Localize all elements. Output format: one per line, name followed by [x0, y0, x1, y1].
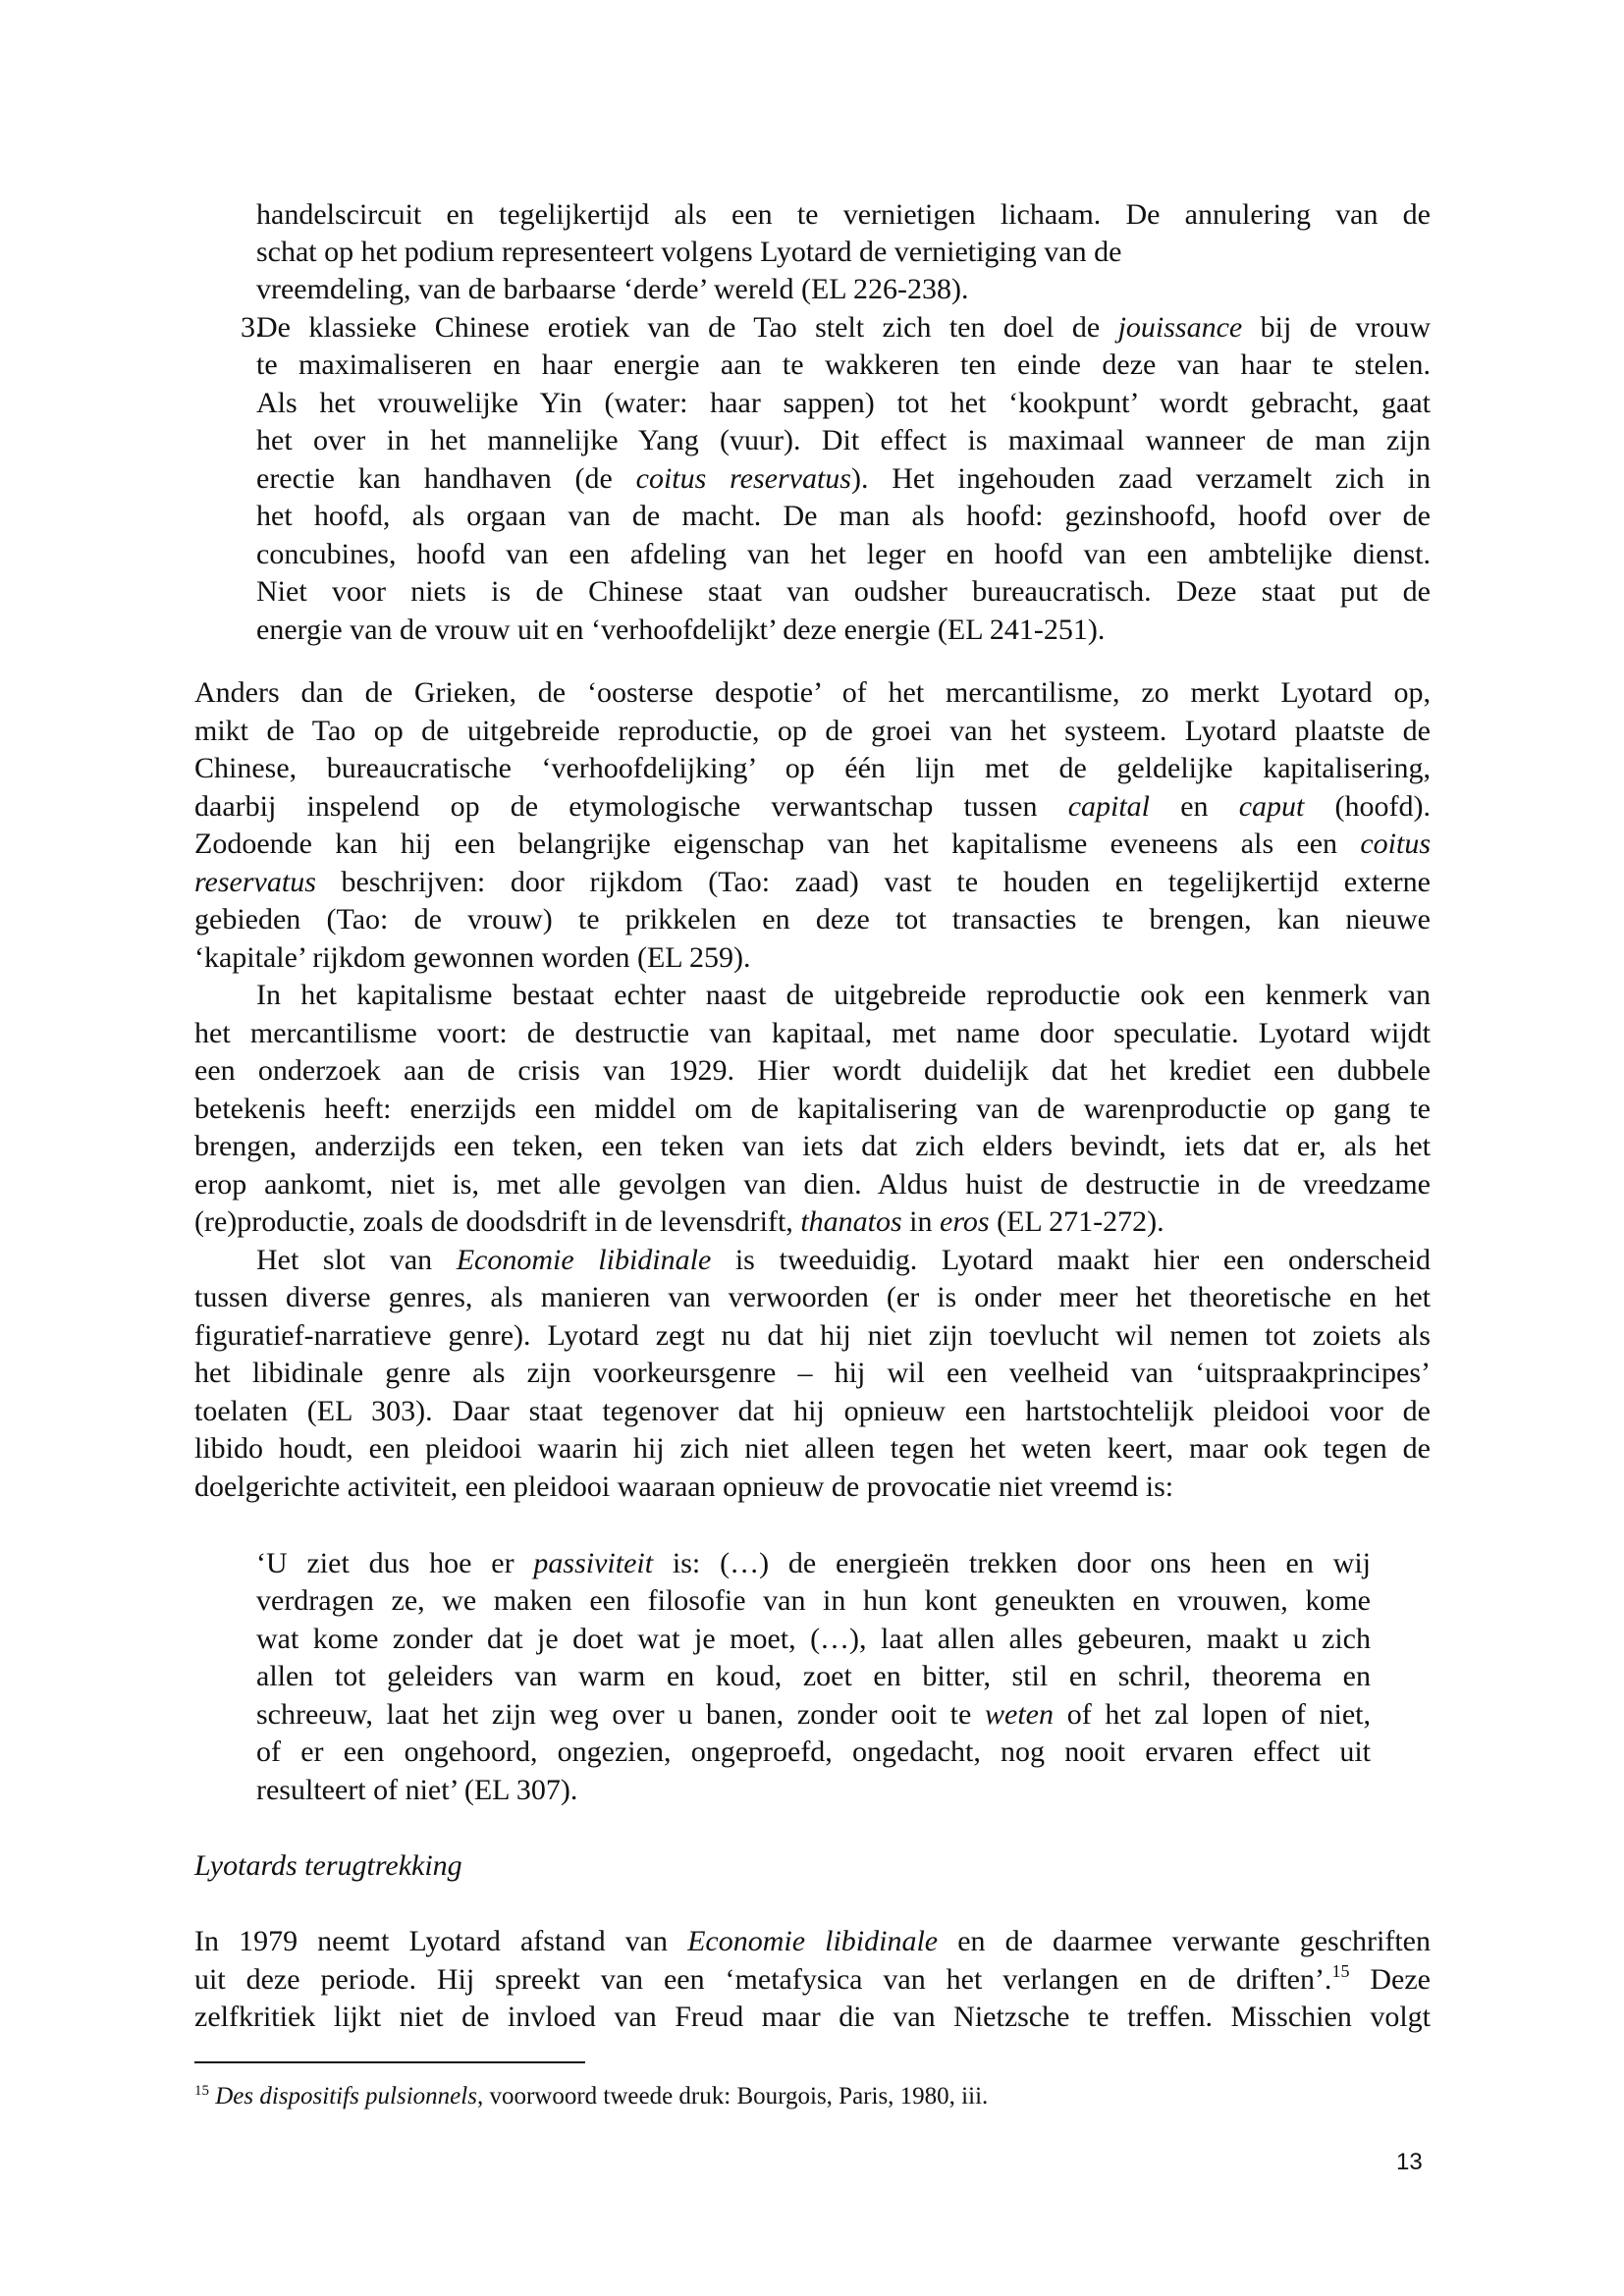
body-line: brengen, anderzijds een teken, een teken van iets dat zich elders bevindt, iets dat er, als het	[194, 1130, 1431, 1162]
footnote-reference[interactable]: 15	[1331, 1961, 1350, 1981]
list-line: Als het vrouwelijke Yin (water: haar sappen) tot het ‘kookpunt’ wordt gebracht, gaat	[256, 387, 1431, 419]
body-line: gebieden (Tao: de vrouw) te prikkelen en deze tot transacties te brengen, kan nieuwe	[194, 903, 1431, 935]
list-line: het hoofd, als orgaan van de macht. De man als hoofd: gezinshoofd, hoofd over de	[256, 500, 1431, 532]
quote-line: verdragen ze, we maken een filosofie van in hun kont geneukten en vrouwen, kome	[256, 1584, 1371, 1617]
page-number: 13	[1396, 2149, 1423, 2175]
list-line: Niet voor niets is de Chinese staat van oudsher bureaucratisch. Deze staat put de	[256, 575, 1431, 608]
body-line: toelaten (EL 303). Daar staat tegenover dat hij opnieuw een hartstochtelijk pleidooi voor de	[194, 1395, 1431, 1427]
body-line: In het kapitalisme bestaat echter naast de uitgebreide reproductie ook een kenmerk van	[256, 979, 1431, 1011]
list-line: schat op het podium representeert volgens Lyotard de vernietiging van de	[256, 236, 1122, 268]
list-number: 3.	[241, 311, 263, 344]
section-heading: Lyotards terugtrekking	[194, 1849, 462, 1882]
footnote-separator	[194, 2061, 585, 2063]
quote-line: schreeuw, laat het zijn weg over u banen, zonder ooit te weten of het zal lopen of niet,	[256, 1698, 1372, 1731]
body-line: (re)productie, zoals de doodsdrift in de levensdrift, thanatos in eros (EL 271-272).	[194, 1205, 1164, 1238]
list-line: het over in het mannelijke Yang (vuur). Dit effect is maximaal wanneer de man zijn	[256, 424, 1431, 456]
body-line: daarbij inspelend op de etymologische verwantschap tussen capital en caput (hoofd).	[194, 790, 1431, 823]
body-line: doelgerichte activiteit, een pleidooi waaraan opnieuw de provocatie niet vreemd is:	[194, 1470, 1174, 1503]
body-line: uit deze periode. Hij spreekt van een ‘metafysica van het verlangen en de driften’.$^{15}$ Deze	[194, 1961, 1431, 1996]
quote-line: resulteert of niet’ (EL 307).	[256, 1774, 578, 1806]
body-line: Chinese, bureaucratische ‘verhoofdelijking’ op één lijn met de geldelijke kapitalisering,	[194, 752, 1431, 784]
list-line: De klassieke Chinese erotiek van de Tao stelt zich ten doel de jouissance bij de vrouw	[256, 311, 1431, 344]
body-line: het mercantilisme voort: de destructie van kapitaal, met name door speculatie. Lyotard wijdt	[194, 1017, 1431, 1049]
quote-line: wat kome zonder dat je doet wat je moet, (…), laat allen alles gebeuren, maakt u zich	[256, 1623, 1371, 1655]
body-line: reservatus beschrijven: door rijkdom (Tao: zaad) vast te houden en tegelijkertijd externe	[194, 866, 1431, 898]
list-line: energie van de vrouw uit en ‘verhoofdelijkt’ deze energie (EL 241-251).	[256, 614, 1106, 646]
body-line: libido houdt, een pleidooi waarin hij zich niet alleen tegen het weten keert, maar ook tegen de	[194, 1432, 1431, 1465]
body-line: figuratief-narratieve genre). Lyotard zegt nu dat hij niet zijn toevlucht wil nemen tot zoiets als	[194, 1319, 1431, 1352]
footnote: $^{15}$ Des dispositifs pulsionnels, voorwoord tweede druk: Bourgois, Paris, 1980, iii.	[194, 2083, 989, 2109]
body-line: zelfkritiek lijkt niet de invloed van Freud maar die van Nietzsche te treffen. Misschien volgt	[194, 2001, 1431, 2033]
body-line: een onderzoek aan de crisis van 1929. Hier wordt duidelijk dat het krediet een dubbele	[194, 1054, 1431, 1087]
quote-line: of er een ongehoord, ongezien, ongeproefd, ongedacht, nog nooit ervaren effect uit	[256, 1735, 1371, 1768]
list-line: vreemdeling, van de barbaarse ‘derde’ wereld (EL 226-238).	[256, 273, 969, 305]
quote-line: ‘U ziet dus hoe er passiviteit is: (…) de energieën trekken door ons heen en wij	[256, 1547, 1371, 1579]
list-line: te maximaliseren en haar energie aan te wakkeren ten einde deze van haar te stelen.	[256, 348, 1431, 381]
list-line: erectie kan handhaven (de coitus reservatus). Het ingehouden zaad verzamelt zich in	[256, 462, 1431, 495]
body-line: In 1979 neemt Lyotard afstand van Economie libidinale en de daarmee verwante geschriften	[194, 1925, 1431, 1957]
body-line: erop aankomt, niet is, met alle gevolgen van dien. Aldus huist de destructie in de vreedzame	[194, 1168, 1431, 1201]
body-line: mikt de Tao op de uitgebreide reproductie, op de groei van het systeem. Lyotard plaatste de	[194, 715, 1431, 747]
list-line: handelscircuit en tegelijkertijd als een te vernietigen lichaam. De annulering van de	[256, 198, 1431, 231]
quote-line: allen tot geleiders van warm en koud, zoet en bitter, stil en schril, theorema en	[256, 1660, 1371, 1692]
body-line: ‘kapitale’ rijkdom gewonnen worden (EL 259).	[194, 941, 751, 974]
body-line: Zodoende kan hij een belangrijke eigenschap van het kapitalisme eveneens als een coitus	[194, 828, 1431, 860]
body-line: Het slot van Economie libidinale is tweeduidig. Lyotard maakt hier een onderscheid	[256, 1244, 1431, 1276]
list-line: concubines, hoofd van een afdeling van het leger en hoofd van een ambtelijke dienst.	[256, 538, 1431, 570]
body-line: betekenis heeft: enerzijds een middel om de kapitalisering van de warenproductie op gang te	[194, 1093, 1431, 1125]
body-line: tussen diverse genres, als manieren van verwoorden (er is onder meer het theoretische en het	[194, 1281, 1431, 1313]
body-line: Anders dan de Grieken, de ‘oosterse despotie’ of het mercantilisme, zo merkt Lyotard op,	[194, 676, 1431, 709]
footnote-marker: 15	[194, 2083, 209, 2099]
body-line: het libidinale genre als zijn voorkeursgenre – hij wil een veelheid van ‘uitspraakprincipes’	[194, 1357, 1431, 1389]
